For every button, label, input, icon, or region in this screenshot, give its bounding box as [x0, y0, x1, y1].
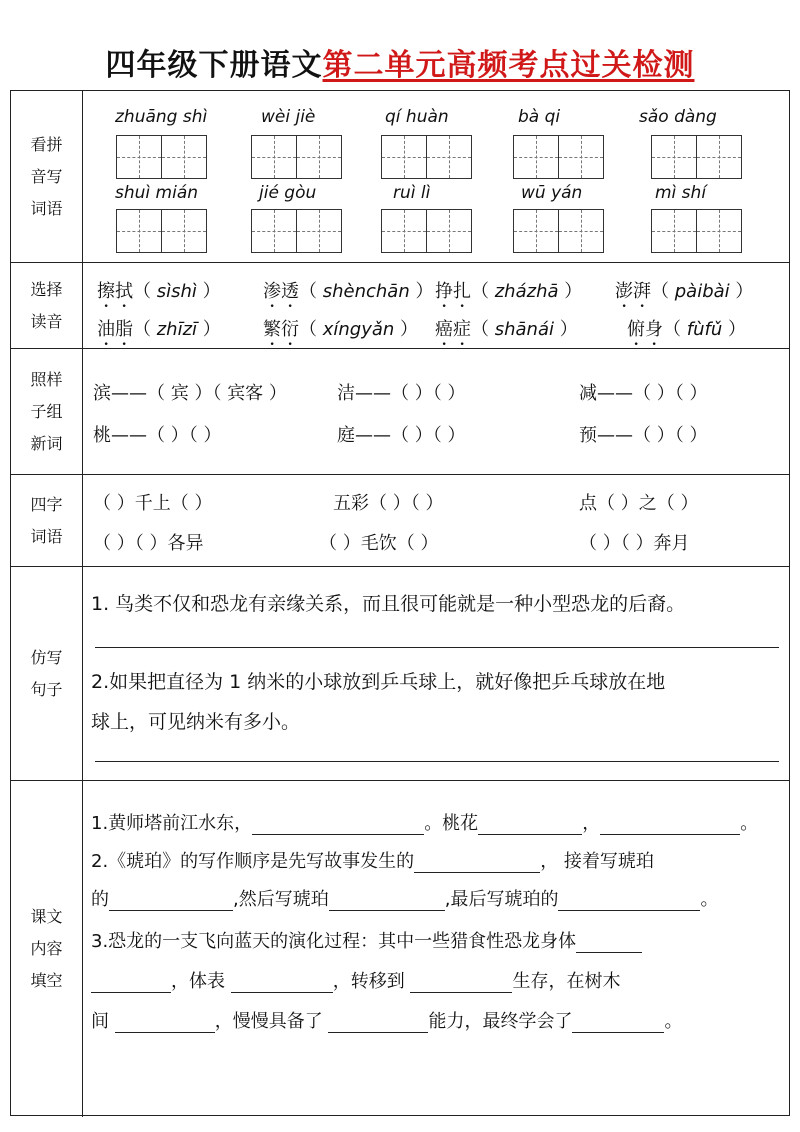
fill-line: 间 ，慢慢具备了 能力，最终学会了 。	[91, 1011, 683, 1032]
blank[interactable]	[558, 892, 700, 911]
row-pinyin	[11, 91, 789, 263]
fill-line: 3.恐龙的一支飞向蓝天的演化过程：其中一些猎食性恐龙身体	[91, 927, 642, 953]
writing-boxes[interactable]	[251, 209, 340, 253]
blank[interactable]	[600, 816, 740, 835]
answer-line[interactable]	[95, 761, 779, 762]
row-label: 选择 读音	[11, 263, 83, 348]
row-fill-blanks	[11, 781, 789, 1117]
reading-item[interactable]: 渗透（ shènchān ）	[263, 281, 434, 302]
blank[interactable]	[414, 854, 540, 873]
worksheet-table	[10, 90, 790, 1116]
word-item[interactable]: 桃——（ ）（ ）	[93, 425, 222, 446]
sentence-2a: 2.如果把直径为 1 纳米的小球放到乒乓球上，就好像把乒乓球放在地	[91, 671, 666, 693]
row-imitate	[11, 567, 789, 781]
reading-item[interactable]: 繁衍（ xíngyǎn ）	[263, 319, 419, 340]
blank[interactable]	[328, 1014, 428, 1033]
writing-boxes[interactable]	[513, 135, 602, 179]
title-main: 四年级下册语文	[105, 48, 323, 83]
row-label: 课文 内容 填空	[11, 781, 83, 1117]
writing-boxes[interactable]	[116, 135, 205, 179]
reading-item[interactable]: 油脂（ zhīzī ）	[97, 319, 221, 340]
pinyin-text: sǎo dàng	[639, 107, 717, 127]
idiom-item[interactable]: （ ）千上（ ）	[93, 493, 213, 514]
blank[interactable]	[410, 974, 512, 993]
word-item[interactable]: 减——（ ）（ ）	[579, 383, 708, 404]
row-idioms	[11, 475, 789, 567]
sentence-2b: 球上，可见纳米有多小。	[91, 711, 301, 733]
reading-item[interactable]: 俯身（ fùfǔ ）	[627, 319, 746, 340]
blank[interactable]	[231, 974, 333, 993]
pinyin-text: bà qi	[518, 107, 561, 127]
blank[interactable]	[109, 892, 233, 911]
fill-line: 2.《琥珀》的写作顺序是先写故事发生的 ， 接着写琥珀	[91, 851, 654, 872]
page-title	[0, 40, 800, 84]
fill-line: 1.黄师塔前江水东， 。桃花 ， 。	[91, 813, 759, 834]
row-label: 照样 子组 新词	[11, 349, 83, 474]
pinyin-text: qí huàn	[385, 107, 449, 127]
row-reading	[11, 263, 789, 349]
fill-line: ，体表 ，转移到 生存，在树木	[91, 967, 620, 993]
reading-item[interactable]: 擦拭（ sìshì ）	[97, 281, 221, 302]
fill-line: 的 ,然后写琥珀 ,最后写琥珀的 。	[91, 889, 719, 910]
row-label: 看拼 音写 词语	[11, 91, 83, 262]
word-item[interactable]: 预——（ ）（ ）	[579, 425, 708, 446]
writing-boxes[interactable]	[381, 135, 470, 179]
row-new-words	[11, 349, 789, 475]
pinyin-grid	[83, 91, 789, 262]
pinyin-text: ruì lì	[393, 183, 431, 203]
pinyin-text: shuì mián	[115, 183, 199, 203]
row-label: 四字 词语	[11, 475, 83, 566]
pinyin-text: zhuāng shì	[115, 107, 208, 127]
writing-boxes[interactable]	[251, 135, 340, 179]
sentence-1: 1. 鸟类不仅和恐龙有亲缘关系，而且很可能就是一种小型恐龙的后裔。	[91, 593, 686, 615]
idiom-item[interactable]: 点（ ）之（ ）	[579, 493, 699, 514]
row-label: 仿写 句子	[11, 567, 83, 780]
blank[interactable]	[252, 816, 424, 835]
writing-boxes[interactable]	[116, 209, 205, 253]
blank[interactable]	[115, 1014, 215, 1033]
pinyin-text: wū yán	[521, 183, 583, 203]
reading-item[interactable]: 癌症（ shānái ）	[435, 319, 578, 340]
writing-boxes[interactable]	[651, 209, 740, 253]
pinyin-text: jié gòu	[259, 183, 317, 203]
idiom-item[interactable]: （ ）（ ）奔月	[579, 533, 690, 554]
blank[interactable]	[572, 1014, 664, 1033]
word-item[interactable]: 庭——（ ）（ ）	[337, 425, 466, 446]
pinyin-text: wèi jiè	[261, 107, 316, 127]
reading-item[interactable]: 挣扎（ zházhā ）	[435, 281, 583, 302]
pinyin-text: mì shí	[655, 183, 707, 203]
blank[interactable]	[478, 816, 582, 835]
word-item[interactable]: 滨——（ 宾 ）（ 宾客 ）	[93, 383, 287, 404]
blank[interactable]	[91, 974, 171, 993]
reading-item[interactable]: 澎湃（ pàibài ）	[615, 281, 754, 302]
title-highlight: 第二单元高频考点过关检测	[322, 48, 695, 83]
blank[interactable]	[576, 934, 642, 953]
idiom-item[interactable]: （ ）毛饮（ ）	[319, 533, 439, 554]
idiom-item[interactable]: 五彩（ ）（ ）	[333, 493, 444, 514]
blank[interactable]	[329, 892, 445, 911]
writing-boxes[interactable]	[651, 135, 740, 179]
word-item[interactable]: 洁——（ ）（ ）	[337, 383, 466, 404]
idiom-item[interactable]: （ ）（ ）各异	[93, 533, 204, 554]
answer-line[interactable]	[95, 647, 779, 648]
writing-boxes[interactable]	[381, 209, 470, 253]
writing-boxes[interactable]	[513, 209, 602, 253]
